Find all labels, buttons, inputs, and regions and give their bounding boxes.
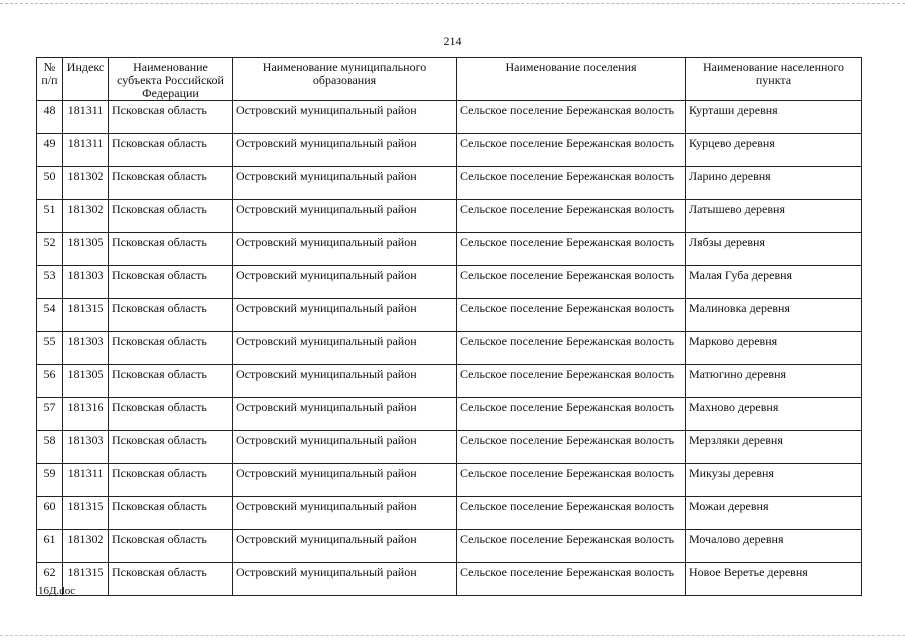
cell-index: 181303 [63, 431, 109, 464]
cell-municipality: Островский муниципальный район [233, 134, 457, 167]
footer-filename: 16Д.doc [38, 585, 76, 597]
cell-settlement: Сельское поселение Бережанская волость [457, 497, 686, 530]
cell-index: 181302 [63, 200, 109, 233]
cell-settlement: Сельское поселение Бережанская волость [457, 266, 686, 299]
cell-subject: Псковская область [109, 200, 233, 233]
cell-locality: Малая Губа деревня [686, 266, 862, 299]
cell-subject: Псковская область [109, 332, 233, 365]
table-row [37, 464, 862, 497]
cell-index: 181302 [63, 530, 109, 563]
cell-index: 181303 [63, 266, 109, 299]
cell-number: 58 [37, 431, 63, 464]
cell-number: 55 [37, 332, 63, 365]
cell-index: 181305 [63, 233, 109, 266]
cell-subject: Псковская область [109, 398, 233, 431]
cell-number: 57 [37, 398, 63, 431]
cell-locality: Курташи деревня [686, 101, 862, 134]
header-municipality: Наименование муниципального образования [233, 58, 457, 101]
header-settlement: Наименование поселения [457, 58, 686, 101]
cell-settlement: Сельское поселение Бережанская волость [457, 563, 686, 596]
cell-number: 51 [37, 200, 63, 233]
scan-edge-bottom [0, 635, 905, 636]
table-row [37, 365, 862, 398]
cell-municipality: Островский муниципальный район [233, 233, 457, 266]
table-row [37, 101, 862, 134]
cell-locality: Марково деревня [686, 332, 862, 365]
cell-subject: Псковская область [109, 530, 233, 563]
cell-number: 62 [37, 563, 63, 596]
cell-settlement: Сельское поселение Бережанская волость [457, 200, 686, 233]
cell-locality: Новое Веретье деревня [686, 563, 862, 596]
cell-municipality: Островский муниципальный район [233, 431, 457, 464]
table-row [37, 530, 862, 563]
table-row [37, 134, 862, 167]
cell-municipality: Островский муниципальный район [233, 464, 457, 497]
table-row [37, 563, 862, 596]
table-header-row [37, 58, 862, 101]
cell-municipality: Островский муниципальный район [233, 530, 457, 563]
page-number: 214 [443, 34, 462, 48]
cell-municipality: Островский муниципальный район [233, 101, 457, 134]
cell-settlement: Сельское поселение Бережанская волость [457, 365, 686, 398]
cell-locality: Курцево деревня [686, 134, 862, 167]
cell-locality: Махново деревня [686, 398, 862, 431]
cell-settlement: Сельское поселение Бережанская волость [457, 431, 686, 464]
table-row [37, 266, 862, 299]
cell-index: 181311 [63, 464, 109, 497]
cell-locality: Мерзляки деревня [686, 431, 862, 464]
cell-subject: Псковская область [109, 464, 233, 497]
cell-subject: Псковская область [109, 134, 233, 167]
cell-locality: Мочалово деревня [686, 530, 862, 563]
cell-subject: Псковская область [109, 266, 233, 299]
cell-number: 50 [37, 167, 63, 200]
table-row [37, 299, 862, 332]
header-locality: Наименование населенного пункта [686, 58, 862, 101]
cell-locality: Можаи деревня [686, 497, 862, 530]
cell-municipality: Островский муниципальный район [233, 398, 457, 431]
cell-locality: Микузы деревня [686, 464, 862, 497]
cell-municipality: Островский муниципальный район [233, 167, 457, 200]
cell-locality: Малиновка деревня [686, 299, 862, 332]
table-row [37, 497, 862, 530]
cell-subject: Псковская область [109, 167, 233, 200]
cell-municipality: Островский муниципальный район [233, 332, 457, 365]
cell-subject: Псковская область [109, 299, 233, 332]
cell-index: 181305 [63, 365, 109, 398]
cell-settlement: Сельское поселение Бережанская волость [457, 530, 686, 563]
cell-settlement: Сельское поселение Бережанская волость [457, 299, 686, 332]
cell-municipality: Островский муниципальный район [233, 299, 457, 332]
cell-index: 181316 [63, 398, 109, 431]
cell-subject: Псковская область [109, 233, 233, 266]
cell-settlement: Сельское поселение Бережанская волость [457, 233, 686, 266]
table-row [37, 200, 862, 233]
cell-locality: Матюгино деревня [686, 365, 862, 398]
cell-settlement: Сельское поселение Бережанская волость [457, 332, 686, 365]
header-index: Индекс [63, 58, 109, 101]
table-row [37, 167, 862, 200]
scan-edge-top [0, 3, 905, 4]
table-row [37, 332, 862, 365]
cell-number: 54 [37, 299, 63, 332]
cell-index: 181315 [63, 497, 109, 530]
cell-index: 181303 [63, 332, 109, 365]
cell-locality: Ларино деревня [686, 167, 862, 200]
cell-number: 52 [37, 233, 63, 266]
header-subject: Наименование субъекта Российской Федерации [109, 58, 233, 101]
cell-number: 53 [37, 266, 63, 299]
cell-settlement: Сельское поселение Бережанская волость [457, 134, 686, 167]
cell-settlement: Сельское поселение Бережанская волость [457, 464, 686, 497]
cell-settlement: Сельское поселение Бережанская волость [457, 101, 686, 134]
cell-number: 49 [37, 134, 63, 167]
cell-locality: Лябзы деревня [686, 233, 862, 266]
cell-subject: Псковская область [109, 431, 233, 464]
cell-index: 181315 [63, 563, 109, 596]
cell-settlement: Сельское поселение Бережанская волость [457, 398, 686, 431]
cell-number: 59 [37, 464, 63, 497]
table-body [37, 101, 862, 596]
cell-index: 181315 [63, 299, 109, 332]
cell-index: 181311 [63, 101, 109, 134]
cell-number: 60 [37, 497, 63, 530]
cell-number: 61 [37, 530, 63, 563]
cell-municipality: Островский муниципальный район [233, 497, 457, 530]
cell-subject: Псковская область [109, 497, 233, 530]
table-row [37, 431, 862, 464]
cell-subject: Псковская область [109, 365, 233, 398]
cell-locality: Латышево деревня [686, 200, 862, 233]
cell-municipality: Островский муниципальный район [233, 365, 457, 398]
cell-municipality: Островский муниципальный район [233, 200, 457, 233]
cell-index: 181302 [63, 167, 109, 200]
header-number: № п/п [37, 58, 63, 101]
cell-number: 56 [37, 365, 63, 398]
cell-settlement: Сельское поселение Бережанская волость [457, 167, 686, 200]
table-row [37, 233, 862, 266]
cell-subject: Псковская область [109, 563, 233, 596]
cell-municipality: Островский муниципальный район [233, 266, 457, 299]
cell-number: 48 [37, 101, 63, 134]
cell-subject: Псковская область [109, 101, 233, 134]
table-row [37, 398, 862, 431]
cell-index: 181311 [63, 134, 109, 167]
cell-municipality: Островский муниципальный район [233, 563, 457, 596]
settlements-table [36, 57, 862, 596]
